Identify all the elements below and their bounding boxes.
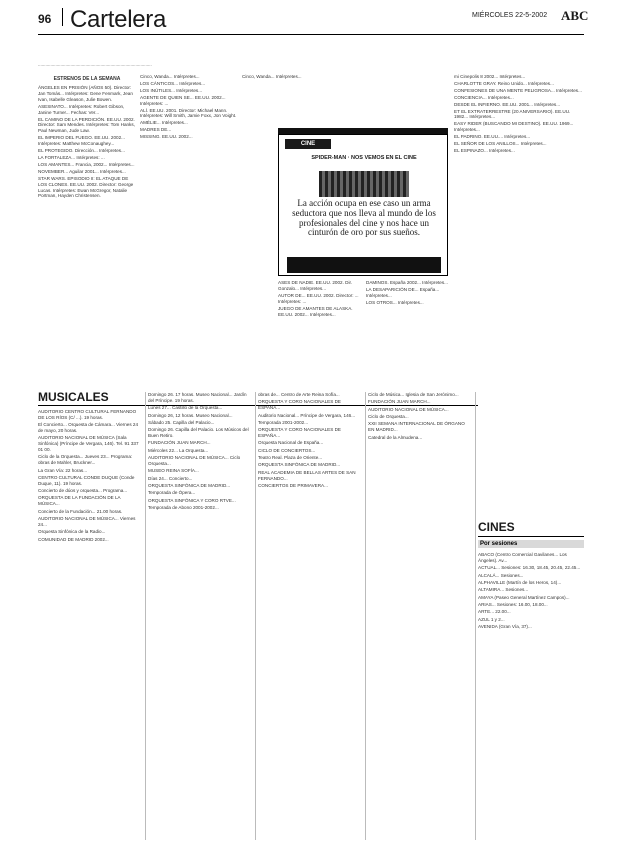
page-header xyxy=(0,0,620,58)
list-item: Cinco, Wanda... Intérpretes... xyxy=(140,74,200,79)
list-item: ALCALÁ... Sesiones... xyxy=(478,572,524,578)
list-item: Temporada 2001-2002... xyxy=(258,419,309,425)
ad-footer-band xyxy=(287,257,441,273)
list-item: AGENTE DE QUIEN SE... EE.UU. 2002... Intérpretes: ... xyxy=(140,94,226,106)
list-item: MUSEO REINA SOFÍA... xyxy=(148,468,199,474)
ad-tagline: SPIDER-MAN · NOS VEMOS EN EL CINE xyxy=(311,155,417,161)
issue-date: MIÉRCOLES 22-5-2002 xyxy=(472,12,548,19)
list-item: LOS OTROS... Intérpretes... xyxy=(366,299,424,305)
list-item: Días 24... Concierto... xyxy=(148,475,193,481)
listings-column-2b xyxy=(242,74,346,130)
list-item: Concierto de dúos y orquesta... Programa... xyxy=(38,488,128,494)
ad-logo: CINE xyxy=(285,139,331,149)
list-item: ALPHAVILLE (Martín de los Heros, 14)... xyxy=(478,579,562,585)
list-item: CONCIENCIA... Intérpretes... xyxy=(454,94,514,100)
list-item: ET EL EXTRATERRESTRE (20 ANIVERSARIO). EE.UU. 1982... Intérpretes... xyxy=(454,108,571,120)
abc-logo: ABC xyxy=(561,8,589,23)
ad-photo xyxy=(319,171,409,197)
list-item: mi Cinepolis 8 2002... Intérpretes... xyxy=(454,74,526,79)
section-title: Cartelera xyxy=(70,6,167,33)
list-item: Sábado 25. Capilla del Palacio... xyxy=(148,419,215,425)
top-bar: ........................................................................................... xyxy=(38,62,152,67)
cines-rule xyxy=(478,536,584,537)
list-item: Auditorio Nacional... Príncipe de Vergara, 146... xyxy=(258,412,356,418)
list-item: FUNDACIÓN JUAN MARCH... xyxy=(148,440,211,446)
list-item: EASY RIDER (BUSCANDO MI DESTINO). EE.UU. 1969... Intérpretes... xyxy=(454,121,574,133)
list-item: MADRES DE... xyxy=(140,127,172,133)
list-item: ARTE... 22.00... xyxy=(478,609,511,615)
list-item: Orquesta Nacional de España... xyxy=(258,440,324,446)
list-item: ALÍ. EE.UU. 2001. Director: Michael Mann. Intérpretes: Will Smith, Jamie Foxx, Jon Voight. xyxy=(140,107,237,119)
list-item: CONFESIONES DE UNA MENTE PELIGROSA... Intérpretes... xyxy=(454,87,582,93)
list-item: ASESINATO... Intérpretes: Robert Gibson, Janine Turner... Fechas: Ver... xyxy=(38,103,125,115)
list-item: Ciclo de la Orquesta... Jueves 23... Programa: obras de Mahler, Bruckner... xyxy=(38,454,133,466)
list-item: Teatro Real. Plaza de Oriente... xyxy=(258,455,323,461)
list-item: ORQUESTA Y CORO NACIONALES DE ESPAÑA... xyxy=(258,427,341,439)
list-item: ORQUESTA SINFÓNICA DE MADRID... xyxy=(148,482,231,488)
list-item: LA FORTALEZA... Intérpretes: ... xyxy=(38,154,105,160)
list-item: EL SEÑOR DE LOS ANILLOS... Intérpretes... xyxy=(454,141,547,147)
list-item: JUEGO DE AMANTES DE ALASKA. EE.UU. 2002... Intérpretes... xyxy=(278,305,353,317)
list-item: ALTAMIRA... Sesiones... xyxy=(478,587,529,593)
musicales-column-3 xyxy=(258,392,362,840)
list-item: Ciclo de Música... Iglesia de San Jerónimo... xyxy=(368,392,459,397)
list-item: CENTRO CULTURAL CONDE DUQUE (Conde Duque, 11). 19 horas. xyxy=(38,474,135,486)
list-item: REAL ACADEMIA DE BELLAS ARTES DE SAN FERNANDO... xyxy=(258,469,356,481)
list-item: Temporada de Ópera... xyxy=(148,490,196,496)
list-item: AUTOR DE... EE.UU. 2002. Director: ... Intérpretes: ... xyxy=(278,292,359,304)
list-item: ACTUAL... Sesiones: 16.30, 18.45, 20.45, 22.45... xyxy=(478,565,581,571)
header-divider xyxy=(62,8,63,26)
estrenos-column xyxy=(38,74,136,374)
list-item: LOS CÁNTICOS... Intérpretes... xyxy=(140,80,206,86)
list-item: ORQUESTA Y CORO NACIONALES DE ESPAÑA... xyxy=(258,399,341,411)
list-item: DAMINOS. España 2002... Intérpretes... xyxy=(366,280,448,285)
list-item: AMAYA (Paseo General Martínez Campos)... xyxy=(478,594,570,600)
list-item: LOS AMANTES... Francia, 2002... Intérpretes... xyxy=(38,161,135,167)
list-item: Catedral de la Almudena... xyxy=(368,434,423,440)
list-item: DESDE EL INFIERNO. EE.UU. 2001... Intérpretes... xyxy=(454,101,561,107)
list-item: ASES DE NADIE. EE.UU. 2002. Dir. Gonzalo... Intérpretes... xyxy=(278,280,353,291)
list-item: EL IMPERIO DEL FUEGO. EE.UU. 2002... Intérpretes: Matthew McConaughey... xyxy=(38,135,125,147)
estrenos-title: ESTRENOS DE LA SEMANA xyxy=(53,76,121,82)
list-item: LOS INÚTILES... Intérpretes... xyxy=(140,87,203,93)
list-item: EL CAMINO DE LA PERDICIÓN. EE.UU. 2002. Director: Sam Mendes. Intérpretes: Tom Hanks, Paul Newman, Jude Law. xyxy=(38,116,135,134)
list-item: ÁNGELES EN PRISIÓN (AÑOS 50). Director: Jan Tomás... Intérpretes: Gene Fenmark, Jean Ivan, Isabelle Gleason, Julie Bowen. xyxy=(38,85,133,102)
list-item: ORQUESTA DE LA FUNDACIÓN DE LA MÚSICA... xyxy=(38,495,121,507)
cines-subheading: Por sesiones xyxy=(478,540,584,548)
listings-column-4 xyxy=(366,280,450,374)
page-number: 96 xyxy=(38,12,52,26)
column-divider xyxy=(145,392,146,840)
list-item: obras de... Centro de Arte Reina Sofía... xyxy=(258,392,340,397)
list-item: AUDITORIO NACIONAL DE MÚSICA (Sala Sinfónica) (Príncipe de Vergara, 146). Tel. 91 337 01 00. xyxy=(38,435,139,453)
list-item: AMÉLIE... Intérpretes... xyxy=(140,120,188,126)
list-item: AUDITORIO NACIONAL DE MÚSICA... xyxy=(368,406,449,412)
list-item: ARIAS... Sesiones: 16.00, 18.00... xyxy=(478,601,548,607)
list-item: MISSING. EE.UU. 2002... xyxy=(140,134,193,140)
listings-column-2 xyxy=(140,74,238,374)
list-item: EL PROTEGIDO. Dirección... Intérpretes... xyxy=(38,148,125,154)
list-item: Lunes 27... Castillo de la Orquesta... xyxy=(148,405,223,411)
top-listings-block xyxy=(38,62,584,377)
list-item: CHARLOTTE GRAY. Reino Unido... Intérpretes... xyxy=(454,80,554,86)
musicales-column-2 xyxy=(148,392,252,840)
list-item: Miércoles 22... La Orquesta... xyxy=(148,447,209,453)
list-item: Concierto de la Fundación... 21.00 horas. xyxy=(38,508,123,514)
list-item: La Gran Vía: 22 horas... xyxy=(38,467,88,473)
list-item: El Concierto... Orquesta de Cámara... Viernes 24 de mayo, 20 horas. xyxy=(38,422,139,434)
cinema-advertisement[interactable] xyxy=(278,134,448,276)
list-item: Domingo 26, 12 horas. Museo Nacional... xyxy=(148,412,233,418)
list-item: XXII SEMANA INTERNACIONAL DE ÓRGANO EN MADRID... xyxy=(368,421,465,433)
musicales-column-1 xyxy=(38,409,142,839)
list-item: AVENIDA (Gran Vía, 37)... xyxy=(478,623,532,629)
list-item: Ciclo de Orquesta... xyxy=(368,414,409,420)
list-item: Orquesta Sinfónica de la Radio... xyxy=(38,529,106,535)
list-item: NOVEMBER... Aguilar 2001... Intérpretes... xyxy=(38,168,126,174)
list-item: AUDITORIO NACIONAL DE MÚSICA... Viernes 24... xyxy=(38,516,136,527)
ad-quote: La acción ocupa en ese caso un arma seductora que nos lleva al mundo de los profesionales del cine y nos hace un cinturón de oro por sus sueños. xyxy=(292,198,436,238)
column-divider xyxy=(365,392,366,840)
list-item: ORQUESTA SINFÓNICA Y CORO RTVE... xyxy=(148,497,236,503)
list-item: COMUNIDAD DE MADRID 2002... xyxy=(38,536,109,542)
list-item: STAR WARS. EPISODIO II: EL ATAQUE DE LOS CLONES. EE.UU. 2002. Director: George Lucas. Intérpretes: Ewan McGregor, Natalie Portman, Hayden Christensen. xyxy=(38,175,134,199)
musicales-column-4 xyxy=(368,392,472,840)
list-item: CONCIERTOS DE PRIMAVERA... xyxy=(258,482,328,488)
list-item: EL PADRINO. EE.UU.... Intérpretes... xyxy=(454,134,531,140)
cines-heading: CINES xyxy=(478,520,515,534)
list-item: LA DESAPARICIÓN DE... España... Intérpretes... xyxy=(366,286,440,298)
musicales-heading: MUSICALES xyxy=(38,390,109,404)
list-item: Domingo 26. 17 horas. Museo Nacional... Jardín del Príncipe. 19 horas. xyxy=(148,392,247,403)
column-divider xyxy=(475,392,476,840)
listings-column-3 xyxy=(278,280,362,374)
cines-column xyxy=(478,552,584,840)
list-item: ABACO (Centro Comercial Gavilanes... Los Ángeles). Av... xyxy=(478,552,567,563)
column-divider xyxy=(255,392,256,840)
list-item: AUDITORIO CENTRO CULTURAL FERNANDO DE LOS RÍOS (C/ ...). 19 horas. xyxy=(38,409,137,420)
list-item: Cinco, Wanda... Intérpretes... xyxy=(242,74,302,79)
list-item: CICLO DE CONCIERTOS... xyxy=(258,447,316,453)
list-item: AZUL 1 y 2... xyxy=(478,616,505,622)
listings-column-5 xyxy=(454,74,584,374)
list-item: ORQUESTA SINFÓNICA DE MADRID... xyxy=(258,462,341,468)
list-item: Domingo 26. Capilla del Palacio. Los Músicos del Buen Retiro. xyxy=(148,427,249,439)
list-item: EL ESPINAZO... Intérpretes... xyxy=(454,147,515,153)
list-item: Temporada de Abono 2001-2002... xyxy=(148,505,219,510)
header-rule xyxy=(38,34,584,35)
list-item: FUNDACIÓN JUAN MARCH... xyxy=(368,399,431,405)
list-item: AUDITORIO NACIONAL DE MÚSICA... Ciclo Orquesta... xyxy=(148,455,241,466)
